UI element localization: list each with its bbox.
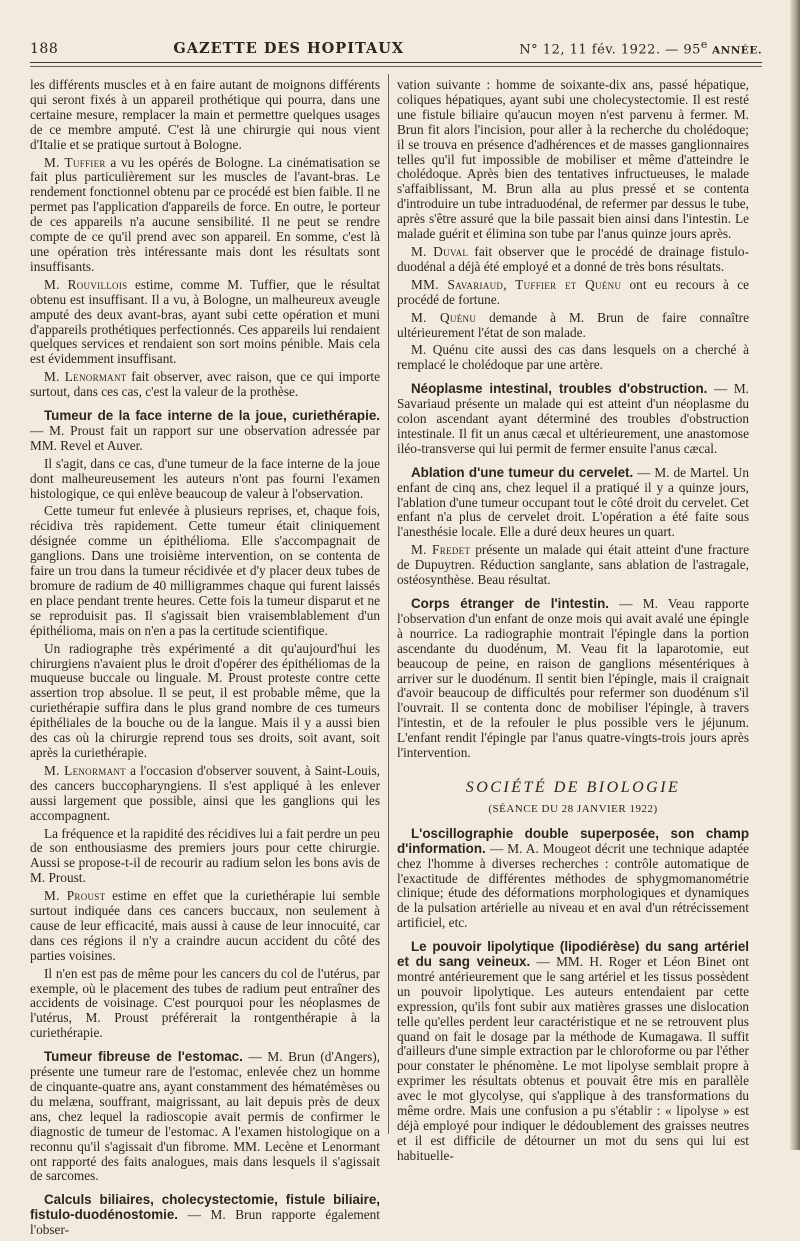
speaker-name: M. Lenormant <box>44 762 126 778</box>
paragraph-text: fait observer que le procédé de drainage fistulo-duodénal a déjà été employé et a donné de très bons résultats. <box>397 243 749 274</box>
header-rule <box>30 62 762 63</box>
speaker-name: M. Lenormant <box>44 369 127 385</box>
right-column <box>397 78 749 1167</box>
paragraph-text: — M. A. Mougeot décrit une technique adaptée chez l'homme à diverses recherches : contrôle automatique de l'exactitude de différentes méthodes de sphygmomanométrie clinique; étude des déformations morphologiques et dynamiques de la pulsation artérielle au niveau et en aval d'un rétrécissement artificiel, etc. <box>397 840 749 931</box>
issue-date: N° 12, 11 fév. 1922. — 95 <box>519 42 701 58</box>
issue-year-label: ANNÉE. <box>707 44 762 57</box>
section <box>397 382 749 457</box>
paragraph-text: a vu les opérés de Bologne. La cinématisation se fait plus particulièrement sur les muscles de l'avant-bras. Le rendement fonctionnel obtenu par ce procédé est bien faible. Il ne permet pas l'application d'appareils de force. En outre, le porteur de ces appareils n'a aucune sensibilité. Il ne peut se rendre compte de ce qu'il prend avec son appareil. En somme, c'est là une opération très intéressante mais dont les résultats sont insuffisants. <box>30 154 380 274</box>
speaker-name: M. Duval <box>411 243 469 259</box>
paragraph-text: ont eu recours à ce procédé de fortune. <box>397 276 749 307</box>
section-heading: L'oscillographie double superposée, son champ d'information. <box>397 825 749 856</box>
society-title: SOCIÉTÉ DE BIOLOGIE <box>465 778 681 796</box>
section <box>397 940 749 1164</box>
paragraph-text: — M. Brun rapporte également l'obser- <box>30 1207 380 1238</box>
paragraph-text: — M. Brun (d'Angers), présente une tumeur rare de l'estomac, enlevée chez un homme de cinquante-quatre ans, ayant constamment des hématémèses ou du melæna, souffrant, maigrissant, au lait depuis près de deux ans, chez lequel la radioscopie avait permis de confirmer le diagnostic de tumeur de l'estomac. A l'examen histologique on a reconnu qu'il s'agissait d'un fibrome. MM. Lecène et Lenormant ont rapporté des faits analogues, mais dans lesquels il s'agissait de sarcomes. <box>30 1049 380 1184</box>
paragraph: Il n'en est pas de même pour les cancers du col de l'utérus, par exemple, où le placement des tubes de radium peut entraîner des accidents de voisinage. C'est pourquoi pour les néoplasmes de l'utérus, M. Proust préférerait la rontgenthérapie à la curiethérapie. <box>30 965 380 1041</box>
paragraph-text: demande à M. Brun de faire connaître ultérieurement l'état de son malade. <box>397 309 749 340</box>
journal-title: GAZETTE DES HOPITAUX <box>173 40 405 58</box>
speaker-name: M. Rouvillois <box>44 276 128 292</box>
speaker-name: M. Tuffier <box>44 154 106 170</box>
section-heading: Néoplasme intestinal, troubles d'obstruction. <box>411 381 708 397</box>
paragraph <box>30 278 380 367</box>
section-heading: Tumeur fibreuse de l'estomac. <box>44 1049 243 1065</box>
page-number: 188 <box>30 41 59 58</box>
paragraph: La fréquence et la rapidité des récidives lui a fait perdre un peu de son enthousiasme des premiers jours pour cette chirurgie. Aussi se propose-t-il de recourir au radium selon les bons avis de M. Proust. <box>30 825 380 886</box>
paragraph-text: — M. Savariaud présente un malade qui est atteint d'un néoplasme du colon ascendant ayant déterminé des troubles d'obstruction intestinale. Il fit un anus cæcal et ultérieurement, une anastomose iléo-transverse qui lui permit de fermer ensuite l'anus cæcal. <box>397 381 749 456</box>
session-date: (SÉANCE DU 28 JANVIER 1922) <box>488 802 658 815</box>
page-header <box>30 38 762 64</box>
paragraph <box>30 889 380 964</box>
paragraph: vation suivante : homme de soixante-dix ans, passé hépatique, coliques hépatiques, ayant subi une cholecystectomie. Il est resté une fistule biliaire qu'aucun moyen n'est parvenu à fermer. M. Brun fit alors l'incision, pour aller à la recherche du cholédoque; il se trouva en présence d'adhérences et de masses ganglionnaires telles qu'il fut impossible de mobiliser et même d'atteindre le cholédoque. Après bien des tentatives infructueuses, le malade s'affaiblissant, M. Brun alla au plus pressé et se contenta d'introduire un tube intraduodénal, de refermer par dessus le tube, après s'être assuré que la bile passait bien ainsi dans l'intestin. Le malade guérit et élimina son tube par l'anus quinze jours après. <box>397 77 749 242</box>
section <box>30 1050 380 1184</box>
paragraph-text: — M. Proust fait un rapport sur une observation adressée par MM. Revel et Auver. <box>30 422 380 453</box>
speaker-name: M. Proust <box>44 888 106 904</box>
paragraph-text: présente un malade qui était atteint d'une fracture de Dupuytren. Réduction sanglante, sans ablation de l'astragale, ostéosynthèse. Beau résultat. <box>397 542 749 588</box>
section <box>397 597 749 761</box>
section-heading: Corps étranger de l'intestin. <box>411 596 610 611</box>
section-heading: Ablation d'une tumeur du cervelet. <box>411 464 634 480</box>
paragraph-text: estime, comme M. Tuffier, que le résultat obtenu est insuffisant. Il a vu, à Bologne, un malheureux aveugle amputé des deux avant-bras, ayant subi cette opération et muni d'appareils prothétiques perfectionnés. Ces appareils lui rendaient quelques services et rendaient son sort moins pénible. Mais cela est évidemment insuffisant. <box>30 276 380 367</box>
paragraph-text: estime en effet que la curiethérapie lui semble surtout indiquée dans ces cancers buccaux, non seulement à cause de leur efficacité, mais aussi à cause de leur innocuité, car dans ces régions il n'y a craindre aucun accident du côté des parties voisines. <box>30 888 380 963</box>
paragraph: Un radiographe très expérimenté a dit qu'aujourd'hui les chirurgiens n'avaient plus le droit d'opérer des épithéliomas de la muqueuse buccale ou linguale. M. Proust proteste contre cette assertion trop absolue. Il se peut, il est probable même, que la curiethérapie suffira dans le plus grand nombre de ces tumeurs épithéliales de la bouche ou de la langue. Mais il y a aussi bien des cas où la chirurgie reprend tous ses droits, soit avant, soit après la curiethérapie. <box>30 640 380 760</box>
paragraph <box>30 764 380 824</box>
paragraph-text: — M. de Martel. Un enfant de cinq ans, chez lequel il a pratiqué il y a quinze jours, l'ablation d'une tumeur occupant tout le côté droit du cervelet. Cet enfant n'a plus de cervelet droit. L'opération a été faite sous l'anesthésie locale. Elle a duré deux heures un quart. <box>397 464 749 540</box>
paragraph-text: a l'occasion d'observer souvent, à Saint-Louis, des cancers buccopharyngiens. Il s'est appliqué à les enlever aussi largement que possible, ainsi que les ganglions qui les accompagnent. <box>30 762 380 823</box>
section <box>397 827 749 931</box>
paragraph-text: — M. Veau rapporte l'observation d'un enfant de onze mois qui avait avalé une épingle à nourrice. La radiographie montrait l'épingle dans la portion ascendante du duodénum, M. Veau fit la laparotomie, eut beaucoup de peine, en raison de ganglions mésentériques à arriver sur le duodénum. Il sentit bien l'épingle, mais il craignait d'avoir beaucoup de difficultés pour refermer son duodénum s'il l'ouvrait. Il se contenta donc de mobiliser l'épingle, à travers l'intestin, et de la refouler le plus possible vers le jéjunum. L'enfant rendit l'épingle par l'anus quatre-vingts-trois jours après l'intervention. <box>397 596 750 761</box>
paragraph <box>30 156 380 275</box>
paragraph <box>397 543 749 588</box>
page-edge <box>790 0 800 1150</box>
paragraph <box>30 370 380 400</box>
left-column <box>30 78 380 1241</box>
paragraph: Cette tumeur fut enlevée à plusieurs reprises, et, chaque fois, récidiva très rapidement. Cette tumeur était cliniquement désignée comme un épithélioma. Elle s'accompagnait de ganglions. Dans une troisième intervention, on se contenta de faire un trou dans la tumeur récidivée et d'y placer deux tubes de bromure de radium de 40 milligrammes chaque qui furent laissés en place pendant trente heures. Cette fois la tumeur disparut et ne se reproduisit pas. Il s'agissait bien vraisemblablement d'un épithélioma, mais on n'en a pas la certitude scientifique. <box>30 503 380 638</box>
paragraph: M. Quénu cite aussi des cas dans lesquels on a cherché à remplacé le cholédoque par une artère. <box>397 342 749 373</box>
paragraph: les différents muscles et à en faire autant de moignons différents qui seront fixés à un appareil prothétique qui pourra, dans une certaine mesure, remplacer la main et permettre quelques usages de ce membre amputé. C'est là une chirurgie qui nous vient d'Italie et se pratique surtout à Bologne. <box>30 77 380 152</box>
section-heading: Tumeur de la face interne de la joue, curiethérapie. <box>44 408 380 424</box>
issue-info <box>519 38 762 57</box>
paragraph <box>397 245 749 275</box>
paragraph <box>397 278 749 308</box>
section-heading: Le pouvoir lipolytique (lipodiérèse) du sang artériel et du sang veineux. <box>397 939 749 970</box>
speaker-name: M. Fredet <box>411 542 471 558</box>
paragraph-text: — MM. H. Roger et Léon Binet ont montré antérieurement que le sang artériel et les tissus possèdent un pouvoir lipolytique. Les auteurs entendaient par cette expression, qu'ils font subir aux matières grasses une dislocation telle qu'elles perdent leur caractéristique et ne se retrouvent plus quand on fait le dosage par la méthode de Kumagawa. Il suffit d'ailleurs d'une simple extraction par le chloroforme ou par l'éther pour constater le phénomène. Le mot lipolyse semblait propre à exprimer les résultats obtenus et pouvait être mis en parallèle avec le mot glycolyse, qui s'applique à des transformations du même ordre. Mais une confusion a pu s'établir : « lipolyse » est déjà employé pour indiquer le dédoublement des graisses neutres et il est difficile de détourner un mot du sens qui lui est habituelle- <box>397 954 749 1163</box>
issue-ordinal: e <box>700 38 708 51</box>
section <box>30 409 380 454</box>
section-heading: Calculs biliaires, cholecystectomie, fistule biliaire, fistulo-duodénostomie. <box>30 1192 380 1223</box>
section <box>30 1193 380 1238</box>
paragraph <box>397 311 749 341</box>
paragraph: Il s'agit, dans ce cas, d'une tumeur de la face interne de la joue dont malheureusement les auteurs n'ont pas fourni l'examen histologique, ce qui enlève beaucoup de valeur à l'observation. <box>30 455 380 501</box>
column-divider <box>388 74 389 1134</box>
section <box>397 466 749 541</box>
speaker-name: M. Quénu <box>411 309 477 325</box>
header-rule-thin <box>30 66 762 67</box>
paragraph-text: fait observer, avec raison, que ce qui importe surtout, dans ces cas, c'est la valeur de la prothèse. <box>30 369 380 400</box>
speaker-name: MM. Savariaud, Tuffier et Quénu <box>411 276 622 292</box>
